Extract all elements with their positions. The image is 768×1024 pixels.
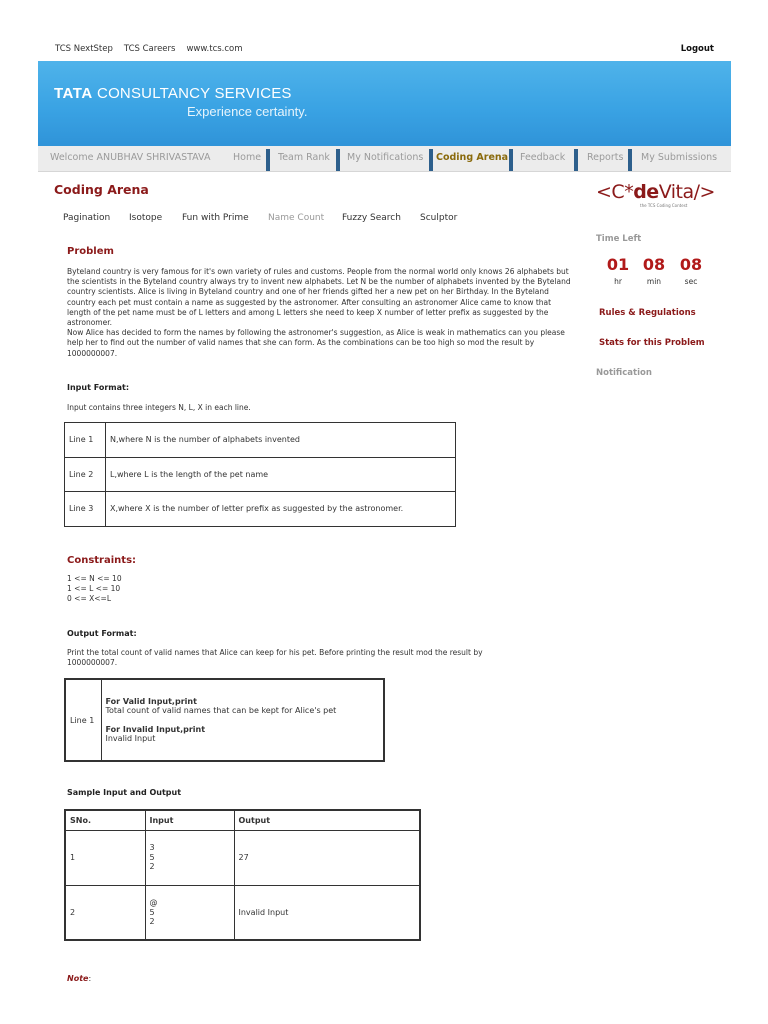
nav-separator [336,149,340,171]
main-nav [38,146,731,172]
notification-label[interactable]: Notification [596,368,652,378]
input-line: @ [149,898,158,907]
input-line: 2 [149,862,155,872]
logo-vita: Vita/> [658,181,715,203]
timer-hours [604,255,632,286]
logo-open: <C [596,181,625,203]
invalid-input-heading: For Invalid Input,print [105,725,206,734]
valid-input-text: Total count of valid names that can be kept for Alice's pet [105,706,337,715]
input-format-table [64,422,456,527]
constraint-item: 1 <= N <= 10 [67,574,122,583]
note-colon: : [88,974,92,983]
input-line: 5 [149,907,155,917]
constraints-list [67,574,572,605]
input-header: Input [145,810,234,830]
timer-seconds [677,255,705,286]
output-desc-cell [101,679,384,761]
output-cell: 27 [234,830,420,885]
output-header: Output [234,810,420,830]
time-left-label: Time Left [596,234,642,244]
nav-feedback[interactable]: Feedback [520,152,566,163]
nav-my-submissions[interactable]: My Submissions [641,152,718,163]
brand-rest: CONSULTANCY SERVICES [97,85,292,102]
problem-paragraph-2: Now Alice has decided to form the names by following the astronomer's suggestion, as Alice is weak in mathematics can you please help her to find out the number of valid names that she can form. As the combinations can be too high so mod the result by 1000000007. [67,328,565,358]
input-line: 2 [149,917,155,926]
tcs-website-link[interactable]: www.tcs.com [186,44,243,54]
sample-heading: Sample Input and Output [67,788,182,797]
table-header-row [65,810,420,830]
constraint-item: 0 <= X<=L [67,594,111,604]
nav-my-notifications[interactable]: My Notifications [347,152,424,163]
tab-sculptor[interactable]: Sculptor [420,213,458,223]
nav-reports[interactable]: Reports [587,152,624,163]
stats-link[interactable]: Stats for this Problem [599,338,705,348]
top-links [55,44,243,54]
welcome-text: Welcome ANUBHAV SHRIVASTAVA [50,152,211,163]
seconds-label: sec [684,277,698,286]
table-row [65,492,456,527]
minutes-value: 08 [642,255,666,274]
constraint-item: 1 <= L <= 10 [67,584,121,594]
logo-de: de [633,181,659,203]
logo-subtitle: the TCS Coding Contest [640,203,688,208]
rules-link[interactable]: Rules & Regulations [599,308,696,318]
nav-separator [509,149,513,171]
table-row [65,457,456,492]
valid-input-heading: For Valid Input,print [105,697,197,706]
header-banner [38,61,731,147]
logo-star: * [624,181,634,203]
input-format-heading: Input Format: [67,383,130,392]
desc-cell: X,where X is the number of letter prefix as suggested by the astronomer. [106,492,456,527]
input-format-text: Input contains three integers N, L, X in each line. [67,403,251,412]
tagline: Experience certainty. [187,104,308,119]
line-cell: Line 3 [65,492,106,527]
nav-team-rank[interactable]: Team Rank [278,152,330,163]
problem-statement [67,267,572,359]
note-text: Note [67,974,89,983]
input-cell [145,830,234,885]
tab-name-count[interactable]: Name Count [268,213,325,223]
brand-bold: TATA [54,85,93,102]
sno-cell: 1 [65,830,145,885]
constraints-heading: Constraints: [67,555,137,566]
page-title: Coding Arena [54,182,149,197]
sno-cell: 2 [65,885,145,940]
output-format-table [64,678,385,762]
output-cell: Invalid Input [234,885,420,940]
nav-separator [429,149,433,171]
minutes-label: min [646,277,662,286]
note-label [67,974,91,983]
nav-separator [266,149,270,171]
hours-label: hr [614,277,622,286]
invalid-input-text: Invalid Input [105,734,156,743]
tab-fun-with-prime[interactable]: Fun with Prime [182,213,249,223]
hours-value: 01 [606,255,630,274]
sno-header: SNo. [65,810,145,830]
tcs-careers-link[interactable]: TCS Careers [123,44,176,54]
line-cell: Line 1 [65,423,106,458]
sample-table [64,809,421,941]
nav-home[interactable]: Home [233,152,262,163]
table-row [65,423,456,458]
tcs-logo [54,85,292,102]
input-cell [145,885,234,940]
seconds-value: 08 [679,255,703,274]
table-row [65,830,420,885]
nav-separator [628,149,632,171]
input-line: 3 [149,843,155,853]
table-row [65,885,420,940]
desc-cell: L,where L is the length of the pet name [106,457,456,492]
nav-coding-arena[interactable]: Coding Arena [436,152,509,163]
nav-separator [574,149,578,171]
problem-heading: Problem [67,246,114,257]
output-format-text: Print the total count of valid names that Alice can keep for his pet. Before printing the result mod the result by 1000000007. [67,648,483,668]
line-cell: Line 2 [65,457,106,492]
timer-minutes [640,255,668,286]
problem-paragraph-1: Byteland country is very famous for it's own variety of rules and customs. People from the normal world only knows 26 alphabets but the scientists in the Byteland country always try to invent new alphabets. Let N be the number of alphabets invented by the Byteland country scientists. Alice is living in Byteland country and one of her friends gifted her a new pet on her Birthday. In the Byteland country each pet must contain a name as suggested by the astronomer. After consulting an astronomer Alice came to know that length of the pet name must be of L letters and among L letters she need to keep X number of letter prefix as suggested by the astronomer. [67,267,571,328]
tcs-nextstep-link[interactable]: TCS NextStep [55,44,113,54]
logout-link[interactable]: Logout [680,44,714,54]
tab-fuzzy-search[interactable]: Fuzzy Search [342,213,401,223]
tab-isotope[interactable]: Isotope [129,213,163,223]
input-line: 5 [149,852,155,862]
line-cell: Line 1 [65,679,101,761]
codevita-logo [596,181,721,211]
desc-cell: N,where N is the number of alphabets invented [106,423,456,458]
table-row [65,679,384,761]
tab-pagination[interactable]: Pagination [63,213,111,223]
output-format-heading: Output Format: [67,629,137,638]
